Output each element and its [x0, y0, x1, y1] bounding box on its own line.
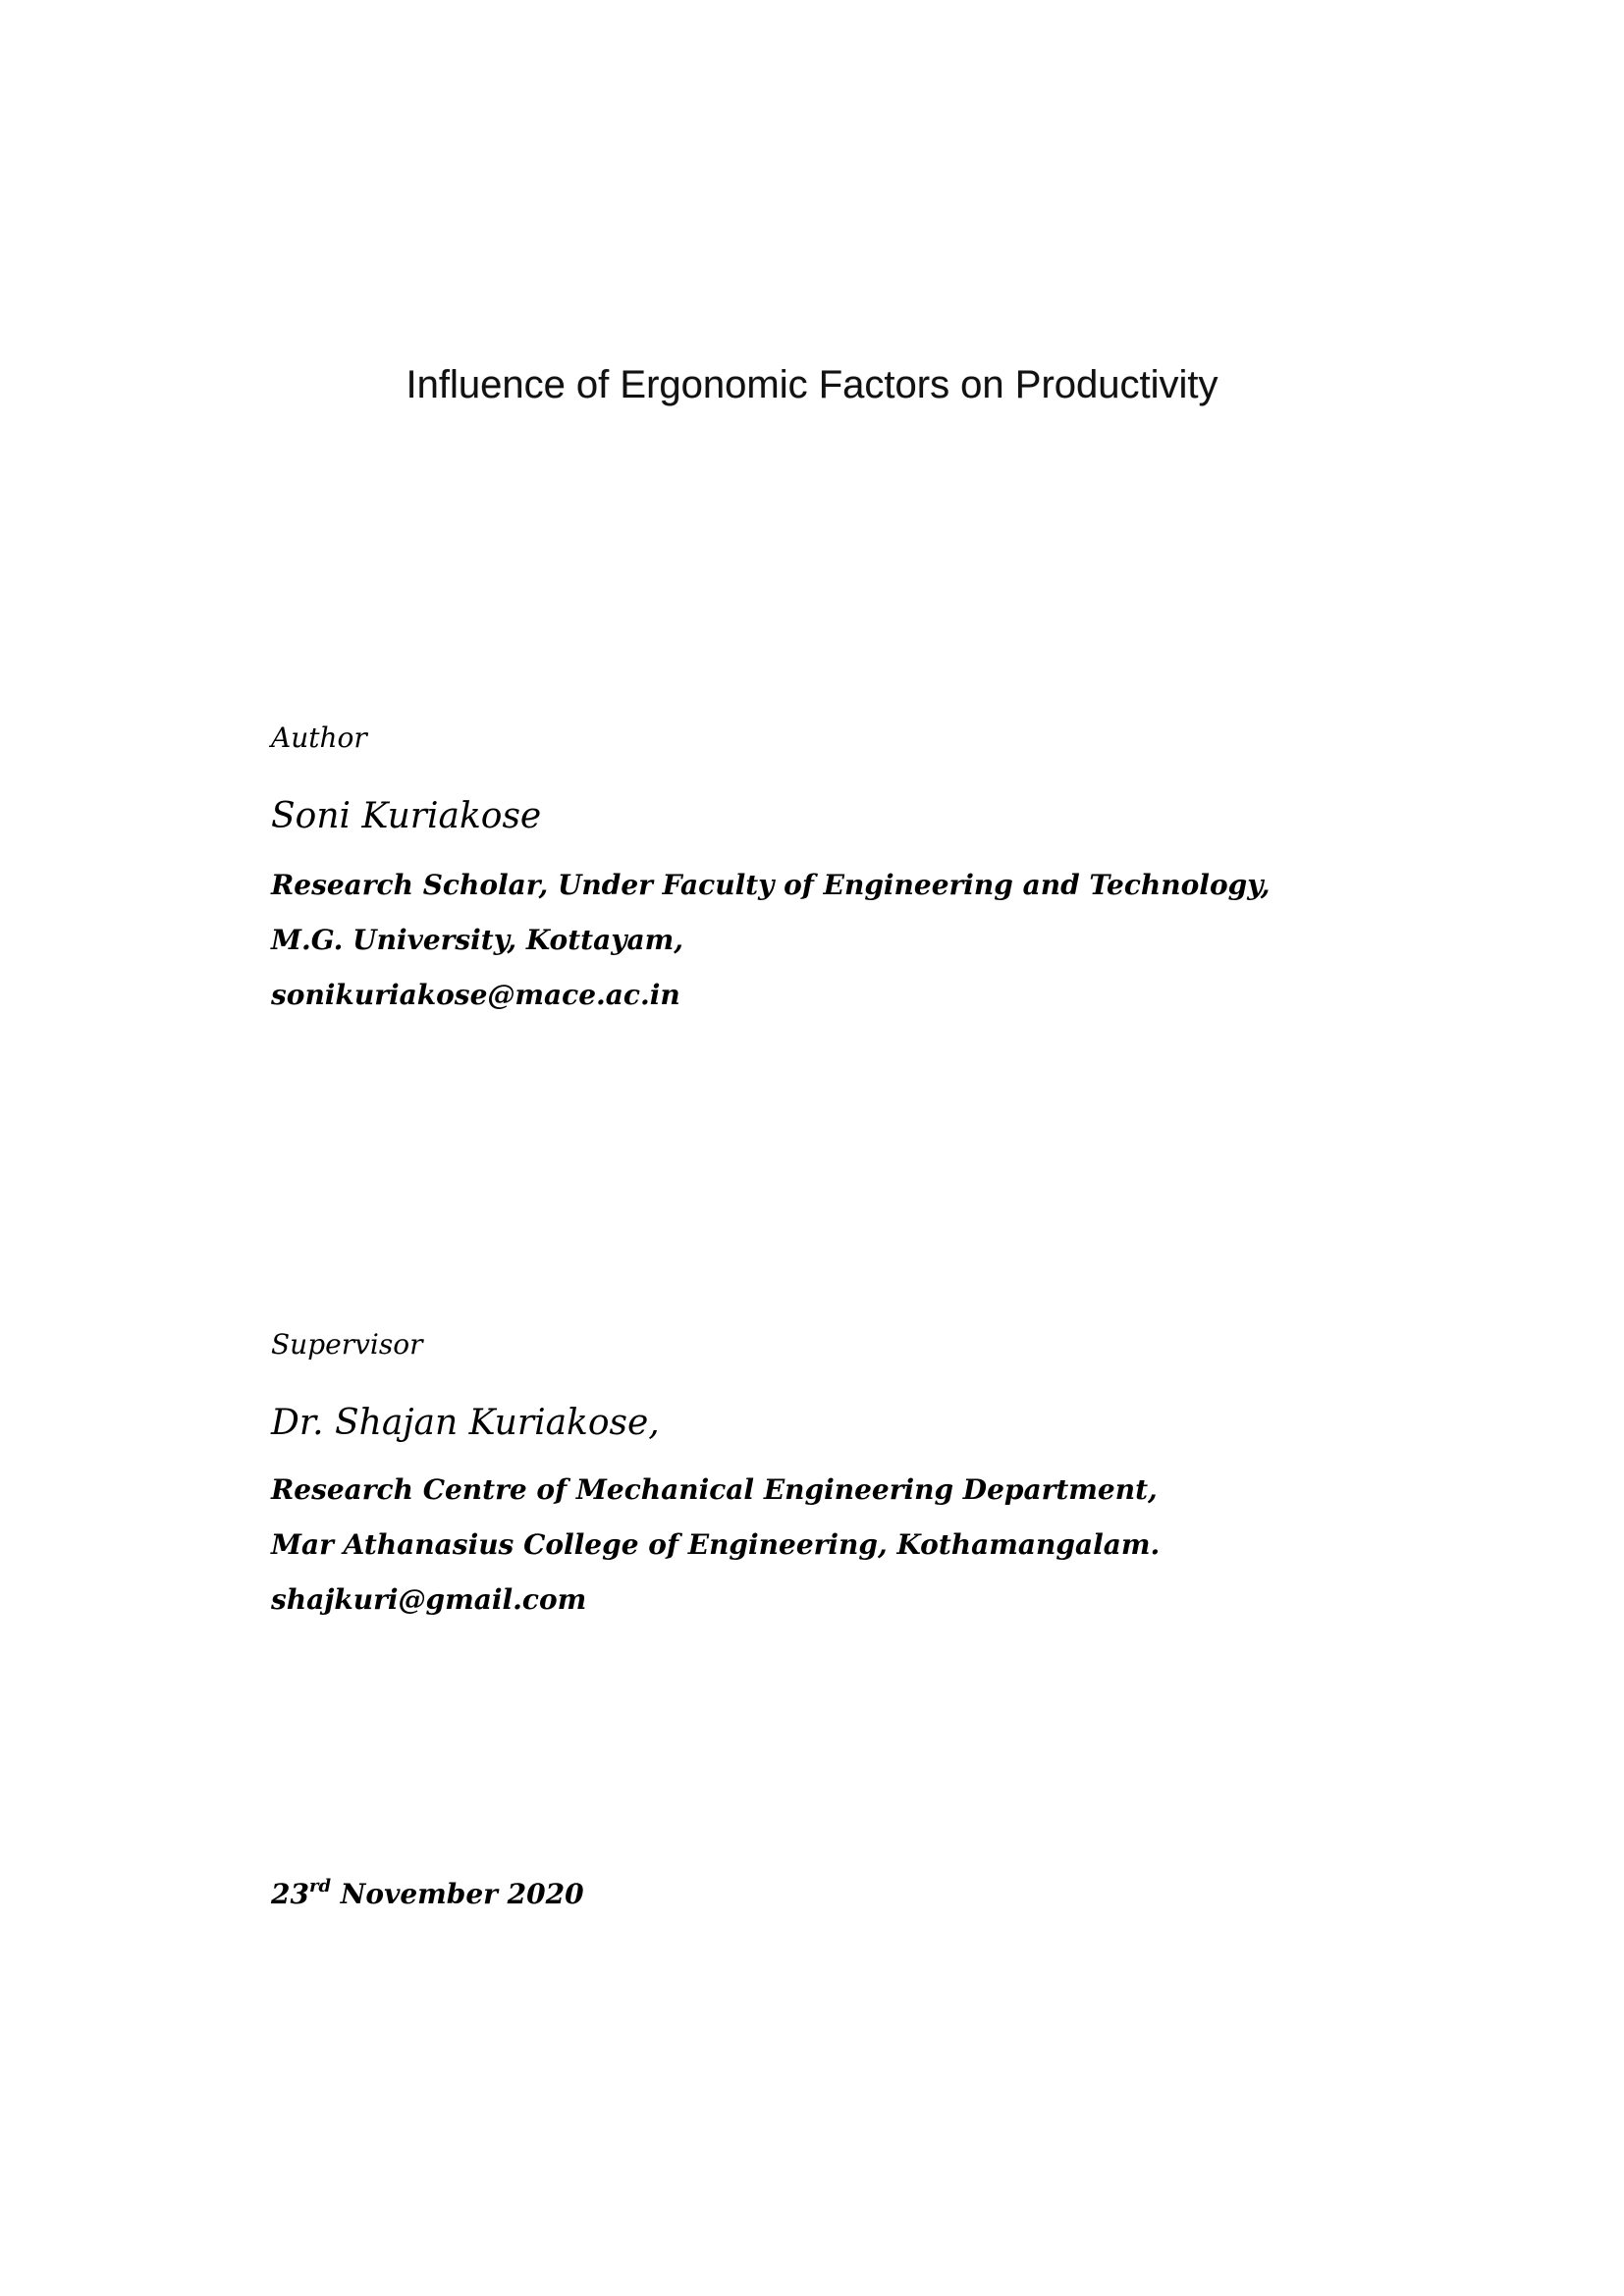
supervisor-department-line: Research Centre of Mechanical Engineering Department, — [271, 1473, 1158, 1506]
page-title: Influence of Ergonomic Factors on Productivity — [406, 363, 1218, 406]
author-affiliation-line: Research Scholar, Under Faculty of Engineering and Technology, — [271, 869, 1271, 901]
supervisor-name: Dr. Shajan Kuriakose, — [271, 1403, 660, 1443]
document-date — [271, 1877, 584, 1912]
supervisor-email: shajkuri@gmail.com — [271, 1583, 587, 1616]
author-label: Author — [271, 721, 367, 754]
author-email: sonikuriakose@mace.ac.in — [271, 979, 680, 1011]
supervisor-college-line: Mar Athanasius College of Engineering, Kothamangalam. — [271, 1528, 1161, 1561]
date-day: 23 — [271, 1878, 309, 1910]
date-day-suffix: rd — [308, 1876, 332, 1896]
author-university-line: M.G. University, Kottayam, — [271, 924, 684, 956]
supervisor-label: Supervisor — [271, 1328, 423, 1361]
date-month-year: November 2020 — [340, 1878, 584, 1910]
author-name: Soni Kuriakose — [271, 796, 542, 836]
